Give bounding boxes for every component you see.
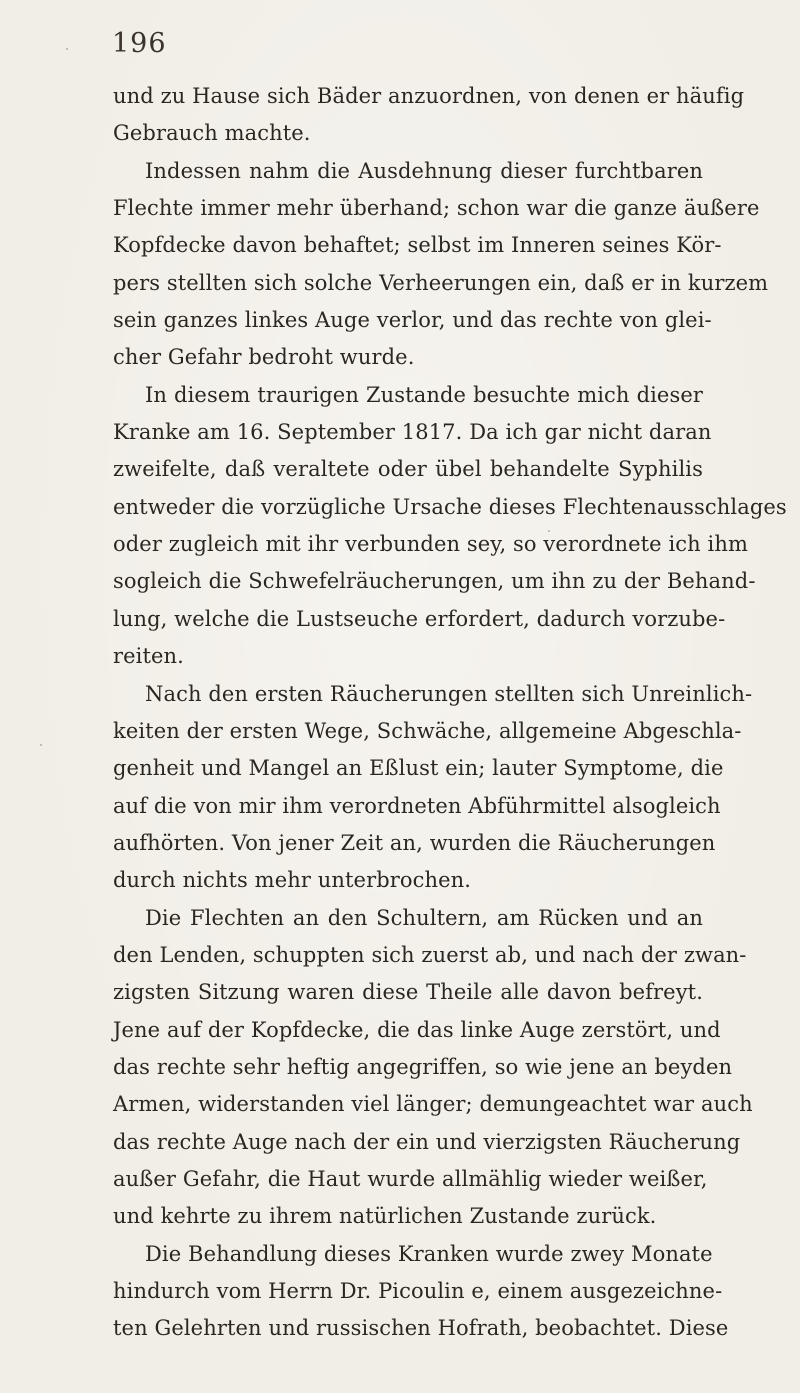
text-line: Nach den ersten Räucherungen stellten sich Unreinlich-: [145, 681, 753, 706]
text-line: Die Flechten an den Schultern, am Rücken und an: [145, 905, 703, 930]
text-line: auf die von mir ihm verordneten Abführmittel alsogleich: [113, 793, 721, 818]
text-line: Indessen nahm die Ausdehnung dieser furchtbaren: [145, 158, 703, 183]
text-line: zweifelte, daß veraltete oder übel behandelte Syphilis: [113, 457, 703, 482]
text-line: Kopfdecke davon behaftet; selbst im Inneren seines Kör-: [113, 233, 722, 258]
text-line: lung, welche die Lustseuche erfordert, dadurch vorzube-: [113, 606, 726, 631]
text-line: Jene auf der Kopfdecke, die das linke Auge zerstört, und: [113, 1017, 721, 1042]
text-line: Gebrauch machte.: [113, 121, 311, 146]
text-line: ten Gelehrten und russischen Hofrath, beobachtet. Diese: [113, 1316, 729, 1341]
text-line: hindurch vom Herrn Dr. Picoulin e, einem ausgezeichne-: [113, 1279, 723, 1303]
text-line: reiten.: [113, 644, 184, 669]
text-line: pers stellten sich solche Verheerungen ein, daß er in kurzem: [113, 270, 769, 295]
text-line: cher Gefahr bedroht wurde.: [113, 345, 415, 370]
page-number: 196: [112, 28, 167, 59]
text-line: aufhörten. Von jener Zeit an, wurden die Räucherungen: [113, 830, 716, 855]
text-line: Die Behandlung dieses Kranken wurde zwey Monate: [145, 1241, 713, 1266]
body-text: [113, 78, 787, 1348]
text-line: durch nichts mehr unterbrochen.: [113, 868, 472, 893]
paper-speck: [548, 530, 550, 532]
text-line: den Lenden, schuppten sich zuerst ab, und nach der zwan-: [113, 942, 747, 967]
text-line: genheit und Mangel an Eßlust ein; lauter Symptome, die: [113, 756, 724, 781]
text-line: Flechte immer mehr überhand; schon war die ganze äußere: [113, 196, 760, 221]
text-line: entweder die vorzügliche Ursache dieses Flechtenausschlages: [113, 494, 787, 519]
text-line: und zu Hause sich Bäder anzuordnen, von denen er häufig: [113, 84, 745, 108]
text-line: Armen, widerstanden viel länger; demungeachtet war auch: [113, 1092, 753, 1117]
text-line: das rechte sehr heftig angegriffen, so wie jene an beyden: [113, 1054, 733, 1079]
text-line: sein ganzes linkes Auge verlor, und das rechte von glei-: [113, 308, 712, 333]
text-line: keiten der ersten Wege, Schwäche, allgemeine Abgeschla-: [113, 718, 742, 743]
paper-speck: [40, 744, 42, 746]
paper-speck: [66, 48, 68, 50]
text-line: oder zugleich mit ihr verbunden sey, so verordnete ich ihm: [113, 532, 748, 557]
text-line: und kehrte zu ihrem natürlichen Zustande zurück.: [113, 1204, 657, 1229]
text-line: zigsten Sitzung waren diese Theile alle davon befreyt.: [113, 980, 703, 1005]
text-line: das rechte Auge nach der ein und vierzigsten Räucherung: [113, 1129, 741, 1154]
text-line: außer Gefahr, die Haut wurde allmählig wieder weißer,: [113, 1166, 708, 1191]
text-line: Kranke am 16. September 1817. Da ich gar nicht daran: [113, 420, 712, 445]
text-line: In diesem traurigen Zustande besuchte mich dieser: [145, 382, 703, 407]
text-line: sogleich die Schwefelräucherungen, um ihn zu der Behand-: [113, 569, 756, 594]
